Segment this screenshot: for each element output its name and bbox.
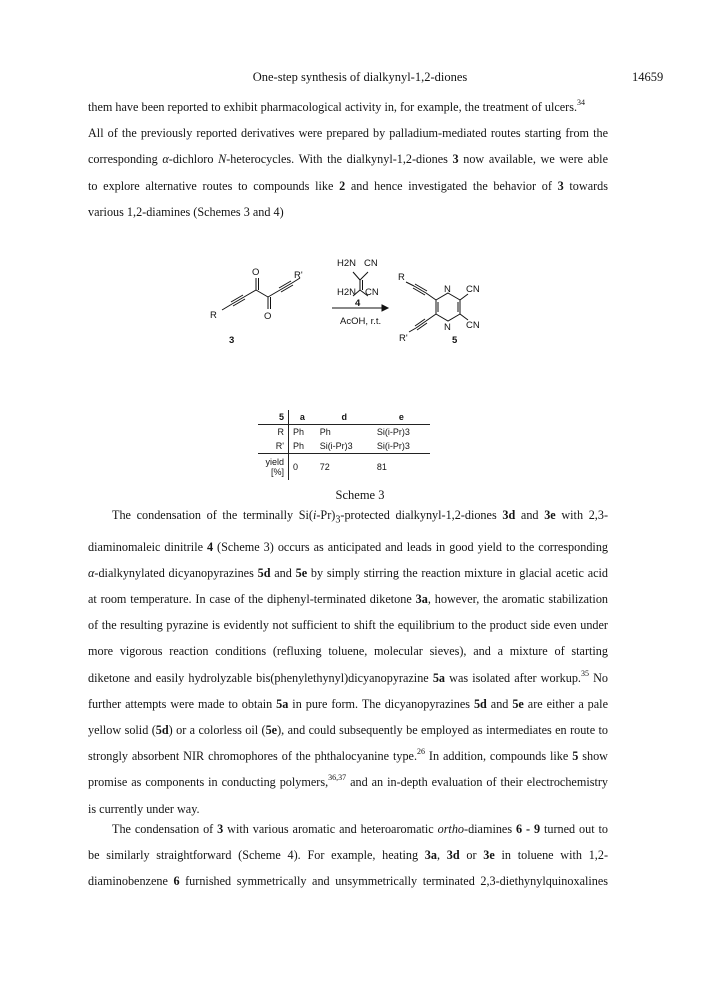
text-run: corresponding xyxy=(88,152,163,167)
text-run: or xyxy=(459,848,484,863)
yield-table xyxy=(258,410,430,480)
text-run: The condensation of xyxy=(112,822,218,836)
reference-superscript: 36,37 xyxy=(328,773,347,783)
reference-superscript: 26 xyxy=(417,747,426,757)
text-run: to explore alternative routes to compounds like xyxy=(88,178,340,193)
bond xyxy=(409,328,416,332)
text-run: was isolated after workup. xyxy=(445,670,581,685)
text-line: more vigorous reaction conditions (refluxing toluene, molecular sieves), and a mixture of starting xyxy=(88,644,608,659)
table-cell: Si(i-Pr)3 xyxy=(316,439,373,454)
bond xyxy=(256,290,268,297)
reaction-conditions: AcOH, r.t. xyxy=(340,316,382,327)
compound-number: 3d xyxy=(502,508,516,522)
text-run: -dialkynylated dicyanopyrazines xyxy=(94,565,258,580)
text-run: turned out to xyxy=(540,822,609,836)
nitrile-label: CN xyxy=(466,284,480,295)
nitrogen-label: N xyxy=(444,322,451,333)
text-run: towards xyxy=(563,178,609,193)
compound-5-label: 5 xyxy=(452,335,458,346)
text-line: of the resulting pyrazine is evidently not sufficient to shift the equilibrium to the product side even under xyxy=(88,618,608,633)
compound-number: 6 xyxy=(173,874,180,889)
reagent-amine-1: H2N xyxy=(337,258,357,269)
oxygen-label: O xyxy=(264,311,272,322)
subscript: 3 xyxy=(335,514,341,526)
compound-number: 3 xyxy=(452,152,459,167)
text-run: -dichloro xyxy=(168,152,219,167)
text-run: No xyxy=(588,670,608,685)
reagent-nitrile-2: CN xyxy=(365,287,379,298)
text-run: and xyxy=(515,508,545,522)
reagent-amine-2: H2N xyxy=(337,287,357,298)
bond xyxy=(268,290,280,297)
table-cell: e xyxy=(373,410,430,425)
body-paragraph-2 xyxy=(88,816,608,895)
arrow-head xyxy=(382,305,388,311)
reaction-scheme xyxy=(200,248,500,398)
table-cell: 72 xyxy=(319,462,330,472)
text-run: -protected dialkynyl-1,2-diones xyxy=(340,508,503,522)
text-line xyxy=(88,665,608,691)
reagent-number: 4 xyxy=(355,298,361,309)
intro-paragraph xyxy=(88,94,608,225)
text-line xyxy=(88,691,608,717)
bond xyxy=(244,290,256,297)
reagent-nitrile-1: CN xyxy=(364,258,378,269)
text-line xyxy=(88,534,608,560)
text-run: diaminobenzene xyxy=(88,874,174,889)
table-row xyxy=(258,425,430,440)
text-line xyxy=(88,743,608,769)
text-line xyxy=(88,769,608,795)
text-run: The condensation of the terminally Si( xyxy=(112,508,313,522)
text-run: diaminomaleic dinitrile xyxy=(88,539,207,554)
r-prime-label: R' xyxy=(294,270,303,281)
scheme-caption: Scheme 3 xyxy=(335,488,385,502)
text-run: and xyxy=(486,696,513,711)
text-run: -Pr) xyxy=(316,508,336,522)
text-run: -heterocycles. With the dialkynyl-1,2-diones xyxy=(226,152,453,167)
reference-superscript: 35 xyxy=(580,668,589,678)
text-run: further attempts were made to obtain xyxy=(88,696,277,711)
compound-number: 3 xyxy=(557,178,564,193)
text-line xyxy=(88,173,608,199)
reference-superscript: 34 xyxy=(577,97,586,107)
text-run: be similarly straightforward (Scheme 4). For example, heating xyxy=(88,848,425,863)
text-run: N xyxy=(218,152,227,167)
bond xyxy=(406,282,414,286)
text-line xyxy=(88,560,608,586)
compound-number: 3e xyxy=(544,508,556,522)
page-number: 14659 xyxy=(632,70,664,84)
text-run: -diamines xyxy=(464,822,516,836)
text-run: now available, we were able xyxy=(458,152,608,167)
body-paragraph-1 xyxy=(88,502,608,822)
r-label: R xyxy=(210,310,217,321)
compound-number: 5e xyxy=(512,696,524,711)
text-run: at room temperature. In case of the diphenyl-terminated diketone xyxy=(88,592,416,607)
table-cell: R xyxy=(258,425,289,440)
text-run: show xyxy=(578,749,608,764)
text-line: various 1,2-diamines (Schemes 3 and 4) xyxy=(88,204,284,219)
table-cell: Ph xyxy=(319,427,331,437)
table-row xyxy=(258,454,430,481)
text-line xyxy=(88,816,608,842)
text-run: by simply stirring the reaction mixture in glacial acetic acid xyxy=(307,565,609,580)
text-run: diketone and easily hydrolyzable bis(phenylethynyl)dicyanopyrazine xyxy=(88,670,433,685)
pyrazine-ring xyxy=(436,293,460,321)
text-run: in toluene with 1,2- xyxy=(494,848,609,863)
table-cell: R' xyxy=(258,439,289,454)
compound-number: 5 xyxy=(572,749,579,764)
nitrogen-label: N xyxy=(444,284,451,295)
text-run: ) or a colorless oil ( xyxy=(168,723,266,738)
text-run: with 2,3- xyxy=(555,508,609,522)
oxygen-label: O xyxy=(252,267,260,278)
text-line xyxy=(88,94,608,120)
text-line: is currently under way. xyxy=(88,801,200,816)
text-run: and hence investigated the behavior of xyxy=(345,178,558,193)
text-run: strongly absorbent NIR chromophores of the phthalocyanine type. xyxy=(88,749,418,764)
compound-number: 3e xyxy=(483,848,495,863)
text-line xyxy=(88,146,608,172)
r-label: R xyxy=(398,272,405,283)
text-line xyxy=(88,502,608,534)
compound-number: 5e xyxy=(295,565,308,580)
text-run: in pure form. The dicyanopyrazines xyxy=(288,696,474,711)
text-line xyxy=(88,586,608,612)
nitrile-label: CN xyxy=(466,320,480,331)
compound-number: 3a xyxy=(424,848,437,863)
yield-label: yield xyxy=(265,457,284,467)
yield-unit: [%] xyxy=(270,467,284,477)
compound-number: 3 xyxy=(217,822,224,836)
text-run: ), and could subsequently be employed as intermediates en route to xyxy=(277,723,608,738)
text-run: yellow solid ( xyxy=(88,723,156,738)
text-run: ortho xyxy=(437,822,465,836)
text-line: All of the previously reported derivatives were prepared by palladium-mediated routes starting from the xyxy=(88,126,608,141)
table-cell: 0 xyxy=(293,462,299,472)
text-run: α xyxy=(88,565,95,580)
table-cell: d xyxy=(316,410,373,425)
table-cell: Ph xyxy=(289,439,316,454)
text-run: , xyxy=(436,848,447,863)
text-run: them have been reported to exhibit pharmacological activity in, for example, the treatment of ulcers. xyxy=(88,100,578,114)
compound-number: 6 - 9 xyxy=(516,822,541,836)
table-cell: 5 xyxy=(258,410,289,425)
compound-number: 5a xyxy=(276,696,289,711)
r-prime-label: R' xyxy=(399,333,408,344)
text-run: , however, the aromatic stabilization xyxy=(427,592,609,607)
table-cell: Si(i-Pr)3 xyxy=(373,439,430,454)
compound-number: 3a xyxy=(415,592,428,607)
text-line xyxy=(88,868,608,894)
bond xyxy=(222,304,232,310)
text-run: and xyxy=(270,565,296,580)
compound-number: 4 xyxy=(206,539,214,554)
table-cell: 81 xyxy=(376,462,387,472)
text-run: (Scheme 3) occurs as anticipated and leads in good yield to the corresponding xyxy=(213,539,609,554)
bond xyxy=(360,272,368,280)
running-title: One-step synthesis of dialkynyl-1,2-diones xyxy=(252,70,468,84)
text-run: and an in-depth evaluation of their electrochemistry xyxy=(346,775,608,790)
table-cell: Ph xyxy=(293,427,305,437)
text-run: are either a pale xyxy=(523,696,608,711)
table-header-row xyxy=(258,410,430,425)
compound-number: 5d xyxy=(473,696,487,711)
bond xyxy=(353,272,360,280)
table-row xyxy=(258,439,430,454)
table-cell: a xyxy=(289,410,316,425)
text-run: with various aromatic and heteroaromatic xyxy=(223,822,438,836)
text-run: promise as components in conducting polymers, xyxy=(88,775,329,790)
text-run: α xyxy=(162,152,169,167)
text-run: furnished symmetrically and unsymmetrically terminated 2,3-diethynylquinoxalines xyxy=(179,874,608,889)
bond xyxy=(426,314,436,321)
table-cell: Si(i-Pr)3 xyxy=(376,427,410,437)
text-run: In addition, compounds like xyxy=(425,749,573,764)
compound-number: 2 xyxy=(339,178,346,193)
compound-number: 5e xyxy=(265,723,278,738)
text-line xyxy=(88,842,608,868)
compound-number: 5d xyxy=(257,565,271,580)
text-line xyxy=(88,717,608,743)
compound-3-label: 3 xyxy=(229,335,235,346)
compound-number: 5a xyxy=(432,670,446,685)
text-run: i xyxy=(312,508,317,522)
compound-number: 5d xyxy=(155,723,169,738)
bond xyxy=(426,293,436,300)
compound-number: 3d xyxy=(446,848,460,863)
table-cell xyxy=(258,454,289,481)
